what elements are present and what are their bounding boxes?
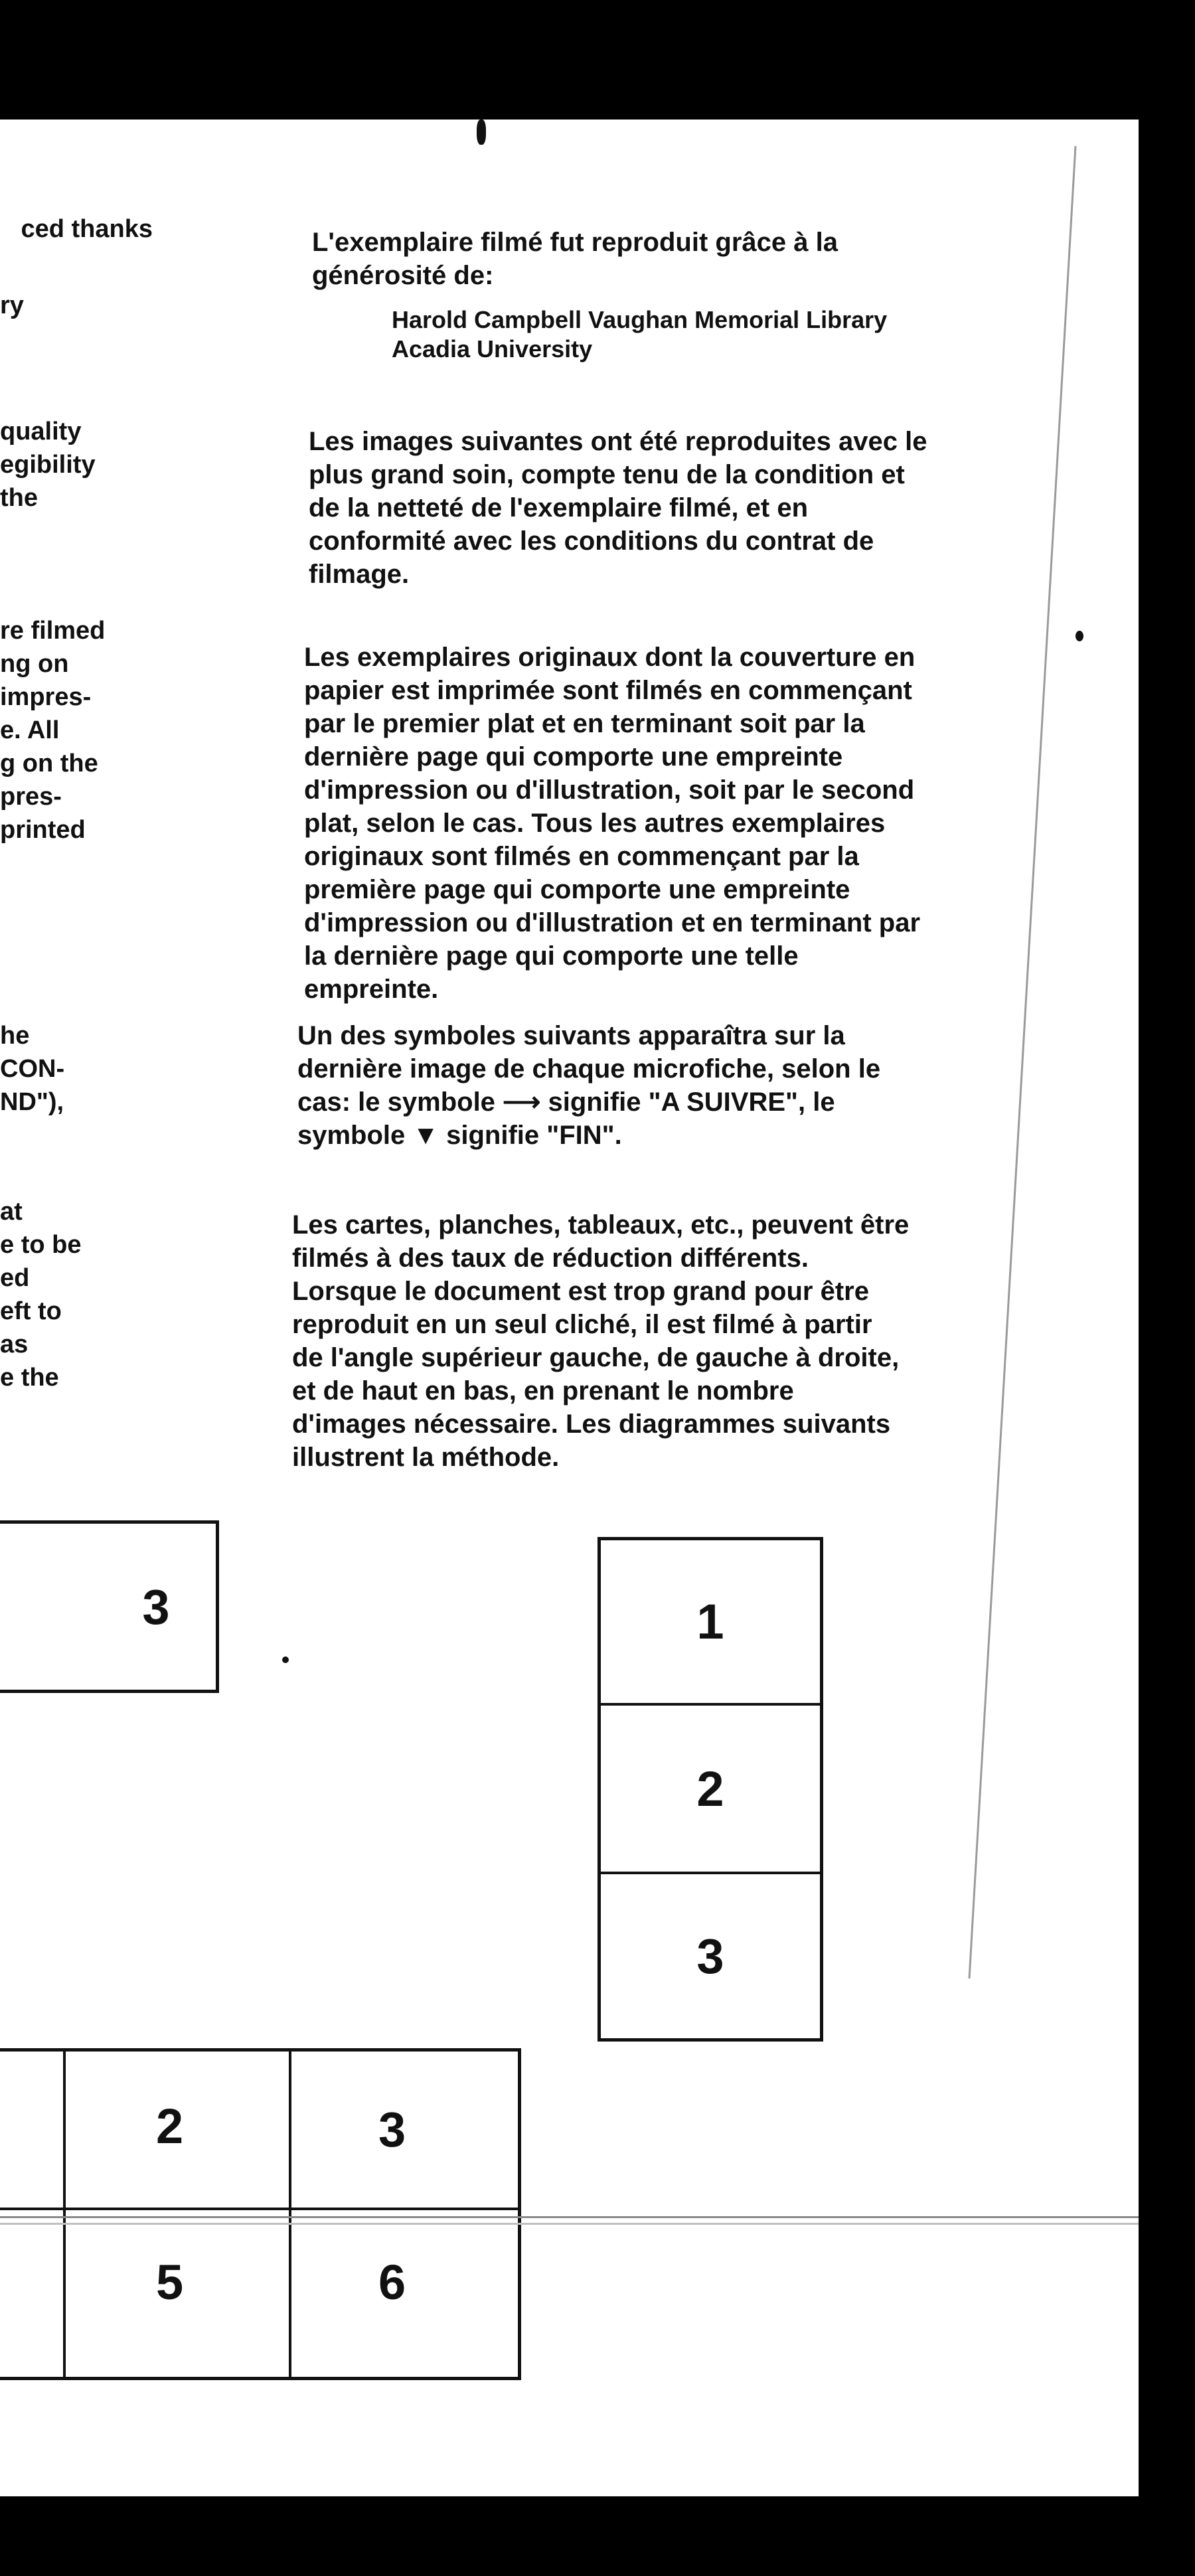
diagram-vertical [598,1537,823,2042]
paragraph-maps: Les cartes, planches, tableaux, etc., peuvent être filmés à des taux de réduction différents. Lorsque le document est trop grand pour être reproduit en un seul cliché, il est filmé à partir de l'angle supérieur gauche, de gauche à droite, et de haut en bas, en prenant le nombre d'images nécessaire. Les diagrammes suivants illustrent la méthode. [292,1210,910,1472]
speck [282,1656,289,1663]
speck [1076,631,1083,641]
document-page [0,120,1139,2496]
crease-line [963,146,1082,2085]
left-fragment-quality: quality egibility the [0,418,96,512]
paragraph-symbols: Un des symboles suivants apparaîtra sur la dernière image de chaque microfiche, selon le cas: le symbole ⟶ signifie "A SUIVRE", le symbole ▼ signifie "FIN". [297,1021,881,1150]
grid-divider [0,2208,518,2210]
diagram-vertical-number: 2 [696,1761,724,1816]
diagram-top-number: 3 [142,1579,170,1635]
film-rule [0,2223,1139,2225]
left-fragment-originals: re filmed ng on impres- e. All g on the pres- printed [0,617,106,844]
diagram-vertical-cell [601,1540,820,1706]
diagram-grid [0,2048,521,2380]
grid-number: 5 [156,2255,184,2310]
grid-number: 3 [378,2102,406,2157]
diagram-vertical-number: 1 [696,1594,724,1649]
intro-text: L'exemplaire filmé fut reproduit grâce à la générosité de: [312,228,838,290]
diagram-vertical-number: 3 [696,1929,724,1984]
left-fragment-symbols: he CON- ND"), [0,1022,65,1116]
left-fragment-thanks: ced thanks [21,215,153,243]
left-fragment-library: ry [0,291,24,319]
paragraph-care: Les images suivantes ont été reproduites avec le plus grand soin, compte tenu de la condition et de la netteté de l'exemplaire filmé, et en conformité avec les conditions du contrat de filmage. [309,427,927,589]
diagram-vertical-cell [601,1706,820,1874]
grid-number: 2 [156,2099,184,2154]
diagram-vertical-cell [601,1874,820,2038]
library-name: Harold Campbell Vaughan Memorial Library Acadia University [392,306,888,362]
grid-number: 6 [378,2255,406,2310]
left-fragment-maps: at e to be ed eft to as e the [0,1198,82,1392]
paragraph-originals: Les exemplaires originaux dont la couverture en papier est imprimée sont filmés en commençant par le premier plat et en terminant soit par la dernière page qui comporte une empreinte d'impression ou d'illustration, soit par le second plat, selon le cas. Tous les autres exemplaires originaux sont filmés en commençant par la première page qui comporte une empreinte d'impression ou d'illustration et en terminant par la dernière page qui comporte une telle empreinte. [304,643,921,1004]
film-rule [0,2216,1139,2218]
diagram-top-frame [0,1520,219,1693]
speck [477,120,486,145]
grid-divider [289,2052,291,2377]
grid-divider [63,2052,66,2377]
